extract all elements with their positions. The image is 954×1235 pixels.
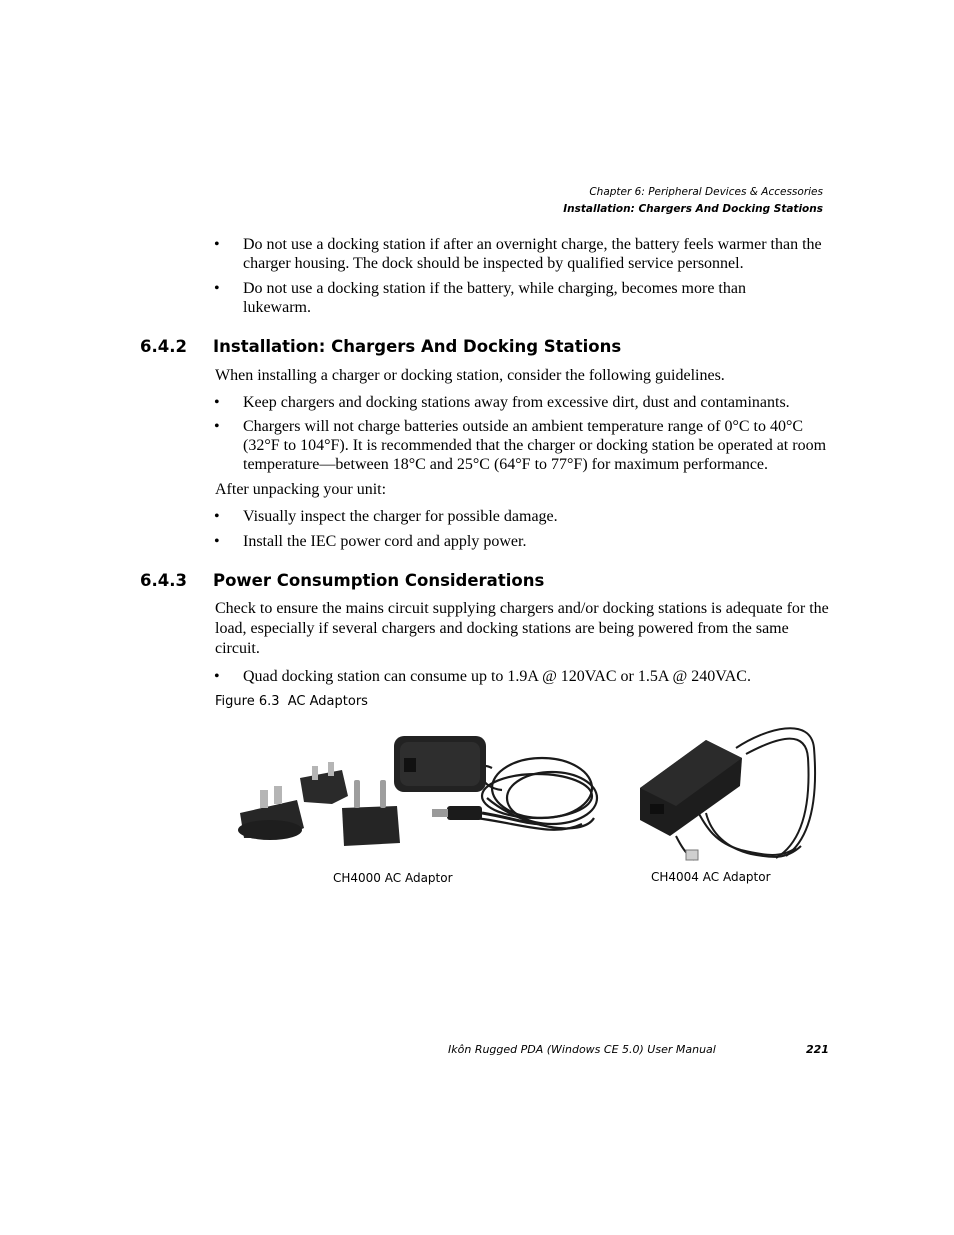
list-item: • Keep chargers and docking stations away from excessive dirt, dust and contaminants.	[214, 394, 790, 411]
list-item: • Quad docking station can consume up to 1.9A @ 120VAC or 1.5A @ 240VAC.	[214, 668, 751, 685]
section-643-paragraph: Check to ensure the mains circuit supplying chargers and/or docking stations is adequate for the load, especially if several chargers and docking stations are being powered from the same circuit.	[215, 600, 829, 657]
ch4000-adaptor-image	[222, 728, 602, 863]
after-unpacking-text: After unpacking your unit:	[215, 481, 387, 498]
list-item: • Visually inspect the charger for possible damage.	[214, 508, 558, 525]
section-642-intro: When installing a charger or docking station, consider the following guidelines.	[215, 367, 725, 384]
figure-caption: Figure 6.3 AC Adaptors	[215, 694, 368, 709]
ch4000-caption: CH4000 AC Adaptor	[333, 871, 453, 885]
running-header-section: Installation: Chargers And Docking Stations	[563, 203, 823, 215]
page-number: 221	[806, 1043, 829, 1056]
ch4004-adaptor-image	[636, 718, 820, 866]
footer-manual-title: Ikôn Rugged PDA (Windows CE 5.0) User Manual	[448, 1043, 716, 1056]
list-item: • Do not use a docking station if the battery, while charging, becomes more than lukewarm.	[214, 280, 746, 316]
list-item: • Do not use a docking station if after an overnight charge, the battery feels warmer than the charger housing. The dock should be inspected by qualified service personnel.	[214, 236, 822, 272]
list-item: • Chargers will not charge batteries outside an ambient temperature range of 0°C to 40°C (32°F to 104°F). It is recommended that the charger or docking station be operated at room temperature—between 18°C and 25°C (64°F to 77°F) for maximum performance.	[214, 418, 827, 473]
list-item: • Install the IEC power cord and apply power.	[214, 533, 527, 550]
ch4004-caption: CH4004 AC Adaptor	[651, 870, 771, 884]
running-header-chapter: Chapter 6: Peripheral Devices & Accessories	[589, 186, 823, 198]
section-heading-643: 6.4.3 Power Consumption Considerations	[140, 571, 545, 590]
section-heading-642: 6.4.2 Installation: Chargers And Docking Stations	[140, 337, 622, 356]
